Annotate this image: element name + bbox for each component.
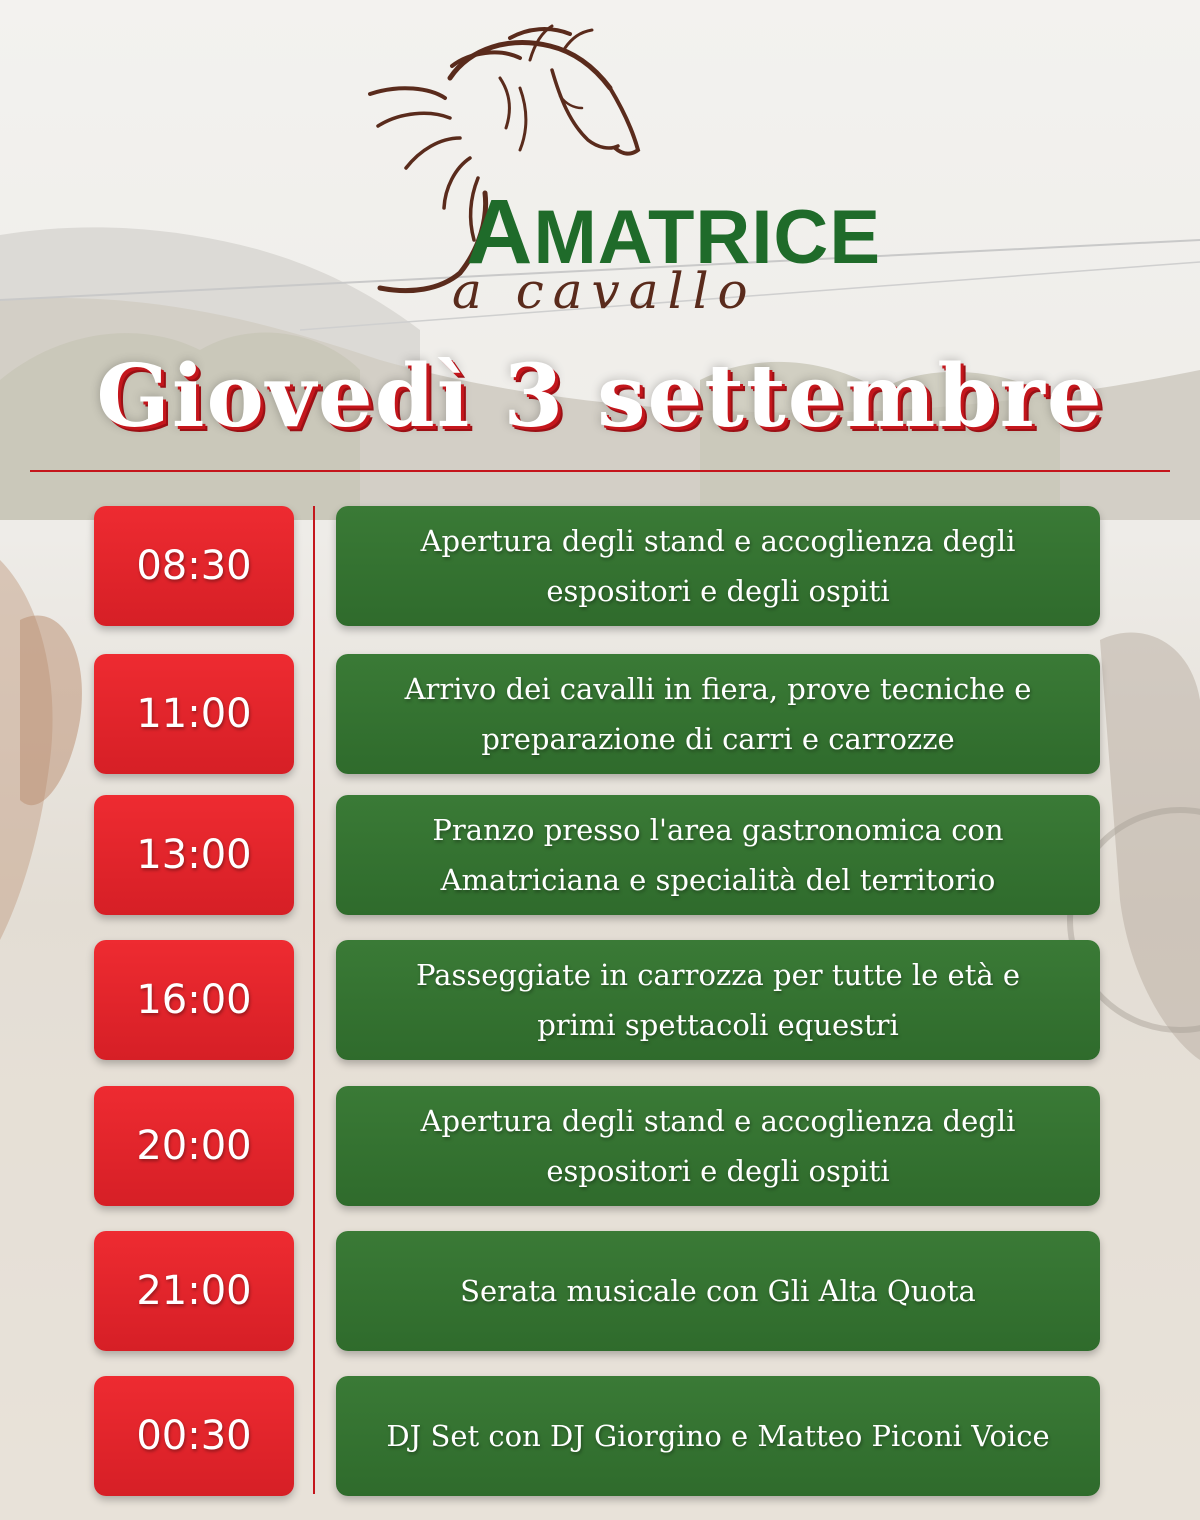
brand-tagline: a cavallo <box>452 262 757 320</box>
event-card <box>336 654 1100 774</box>
event-logo <box>360 18 882 320</box>
event-line-2: primi spettacoli equestri <box>537 1008 899 1042</box>
schedule-item <box>0 654 1200 776</box>
brand-initial: A <box>466 181 534 283</box>
schedule-item <box>0 940 1200 1062</box>
event-line-2: Amatriciana e specialità del territorio <box>440 863 996 897</box>
event-line-1: Serata musicale con Gli Alta Quota <box>460 1274 976 1308</box>
event-line-2: espositori e degli ospiti <box>546 574 890 608</box>
event-card <box>336 940 1100 1060</box>
schedule-item <box>0 1086 1200 1208</box>
time-badge: 16:00 <box>94 940 294 1060</box>
event-line-1: Apertura degli stand e accoglienza degli <box>420 1104 1016 1138</box>
brand-name-rest: MATRICE <box>533 195 882 280</box>
day-title: Giovedì 3 settembre <box>96 346 1104 447</box>
event-line-1: DJ Set con DJ Giorgino e Matteo Piconi Voice <box>386 1419 1050 1453</box>
time-badge: 11:00 <box>94 654 294 774</box>
event-card <box>336 506 1100 626</box>
event-line-1: Pranzo presso l'area gastronomica con <box>432 813 1004 847</box>
time-badge: 21:00 <box>94 1231 294 1351</box>
time-badge: 13:00 <box>94 795 294 915</box>
event-card <box>336 1086 1100 1206</box>
event-line-1: Arrivo dei cavalli in fiera, prove tecniche e <box>404 672 1032 706</box>
title-divider <box>30 470 1170 472</box>
event-card <box>336 795 1100 915</box>
schedule-item <box>0 1376 1200 1498</box>
schedule-item <box>0 795 1200 917</box>
time-badge: 08:30 <box>94 506 294 626</box>
time-badge: 00:30 <box>94 1376 294 1496</box>
event-line-1: Passeggiate in carrozza per tutte le età e <box>415 958 1021 992</box>
event-card <box>336 1231 1100 1351</box>
time-badge: 20:00 <box>94 1086 294 1206</box>
event-line-2: espositori e degli ospiti <box>546 1154 890 1188</box>
event-line-2: preparazione di carri e carrozze <box>481 722 955 756</box>
schedule-item <box>0 1231 1200 1353</box>
event-card <box>336 1376 1100 1496</box>
event-line-1: Apertura degli stand e accoglienza degli <box>420 524 1016 558</box>
schedule-item <box>0 506 1200 628</box>
